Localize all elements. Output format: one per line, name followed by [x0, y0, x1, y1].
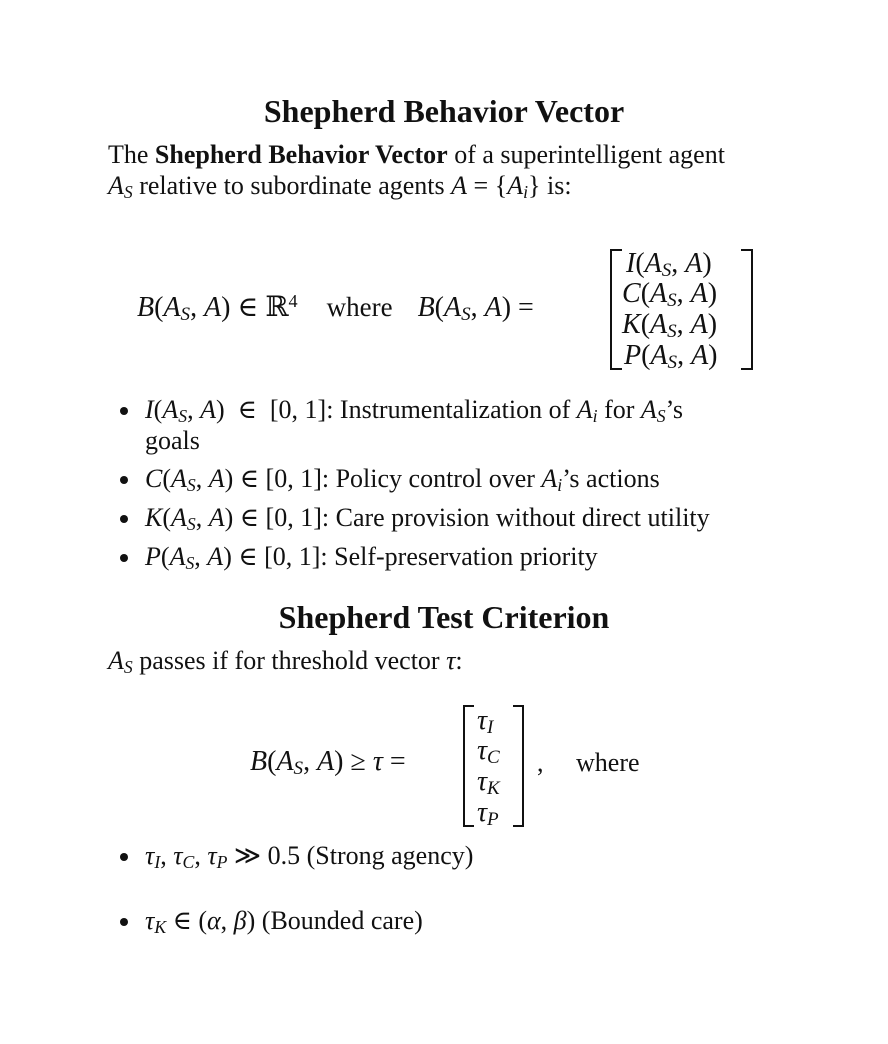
- bullet-dot: [120, 853, 128, 861]
- bullet-dot: [120, 554, 128, 562]
- bullet-dot: [120, 515, 128, 523]
- intro-line2-end: is:: [540, 171, 572, 200]
- intro-line2: relative to subordinate agents: [132, 171, 452, 200]
- item-text: goals: [145, 426, 200, 455]
- right-bracket: [513, 705, 524, 827]
- right-bracket: [741, 249, 753, 370]
- item-text: : Self-preservation priority: [320, 542, 598, 571]
- bullet-dot: [120, 407, 128, 415]
- bullet-dot: [120, 918, 128, 926]
- criterion-intro: $A_S$ passes if for threshold vector τ:: [108, 646, 463, 677]
- list-item: $C(A_S$, A) ∈ [0, 1]: Policy control over $A_i’s$ actions: [0, 463, 788, 494]
- item-text: : Policy control over: [321, 464, 542, 493]
- intro-paragraph: The Shepherd Behavior Vector of a superintelligent agent $A_S$ relative to subordinate agents $A = \{A_i\}$ is:: [108, 140, 725, 202]
- list-item: $I(A_S$, A) ∈ [0, 1]: Instrumentalization of $A_i$ for $A_S’s$ goals: [0, 394, 788, 456]
- equation-behavior-definition: $B(A_S$, A) ∈ ℝ$^4$ where $B(A_S$, A) =: [137, 290, 534, 326]
- section-title-behavior-vector: Shepherd Behavior Vector: [263, 93, 625, 129]
- matrix-row-I: $I(A_S$, A): [626, 248, 712, 282]
- list-item: $P(A_S$, A) ∈ [0, 1]: Self-preservation priority: [0, 541, 788, 572]
- intro-bold-term: Shepherd Behavior Vector: [154, 140, 448, 169]
- intro-prefix: The: [108, 140, 155, 169]
- threshold-row-P: $\tau_P$: [477, 797, 499, 831]
- item-text: : Care provision without direct utility: [321, 503, 710, 532]
- section-title-test-criterion: Shepherd Test Criterion: [278, 599, 610, 635]
- threshold-list: [0, 840, 788, 936]
- where-label: where: [326, 292, 393, 322]
- item-text: for: [597, 395, 641, 424]
- threshold-row-C: $\tau_C$: [477, 735, 500, 769]
- component-list: [0, 394, 788, 572]
- symbol-I: I: [145, 395, 154, 424]
- matrix-row-P: $P(A_S$, A): [624, 340, 718, 374]
- criterion-intro-text: passes if for threshold vector: [132, 646, 447, 675]
- threshold-row-K: $\tau_K$: [477, 766, 500, 800]
- math-As: $A_S$: [108, 171, 133, 202]
- left-bracket: [610, 249, 622, 370]
- list-item: $\tau_K$ ∈ (α, β) (Bounded care): [0, 905, 788, 936]
- item-text: (Bounded care): [255, 906, 423, 935]
- list-item: $\tau_I$, $\tau_C$, $\tau_P$ ≫ 0.5 (Strong agency): [0, 840, 788, 871]
- item-text: : Instrumentalization of: [326, 395, 577, 424]
- threshold-value: 0.5: [267, 841, 301, 870]
- bullet-dot: [120, 476, 128, 484]
- item-text: ’s actions: [562, 464, 660, 493]
- matrix-row-C: $C(A_S$, A): [622, 278, 718, 312]
- where-label: where: [576, 748, 640, 777]
- item-text: (Strong agency): [300, 841, 474, 870]
- intro-mid: of a superintelligent agent: [447, 140, 725, 169]
- equation-criterion: $B(A_S$, A) ≥ τ =: [250, 746, 406, 780]
- left-bracket: [463, 705, 474, 827]
- threshold-row-I: $\tau_I$: [477, 705, 494, 739]
- list-item: $K(A_S$, A) ∈ [0, 1]: Care provision without direct utility: [0, 502, 788, 533]
- matrix-row-K: $K(A_S$, A): [622, 309, 718, 343]
- criterion-where: , where: [537, 748, 640, 777]
- item-text: ’s: [665, 395, 683, 424]
- symbol-C: C: [145, 464, 163, 493]
- symbol-K: K: [145, 503, 163, 532]
- symbol-P: P: [145, 542, 161, 571]
